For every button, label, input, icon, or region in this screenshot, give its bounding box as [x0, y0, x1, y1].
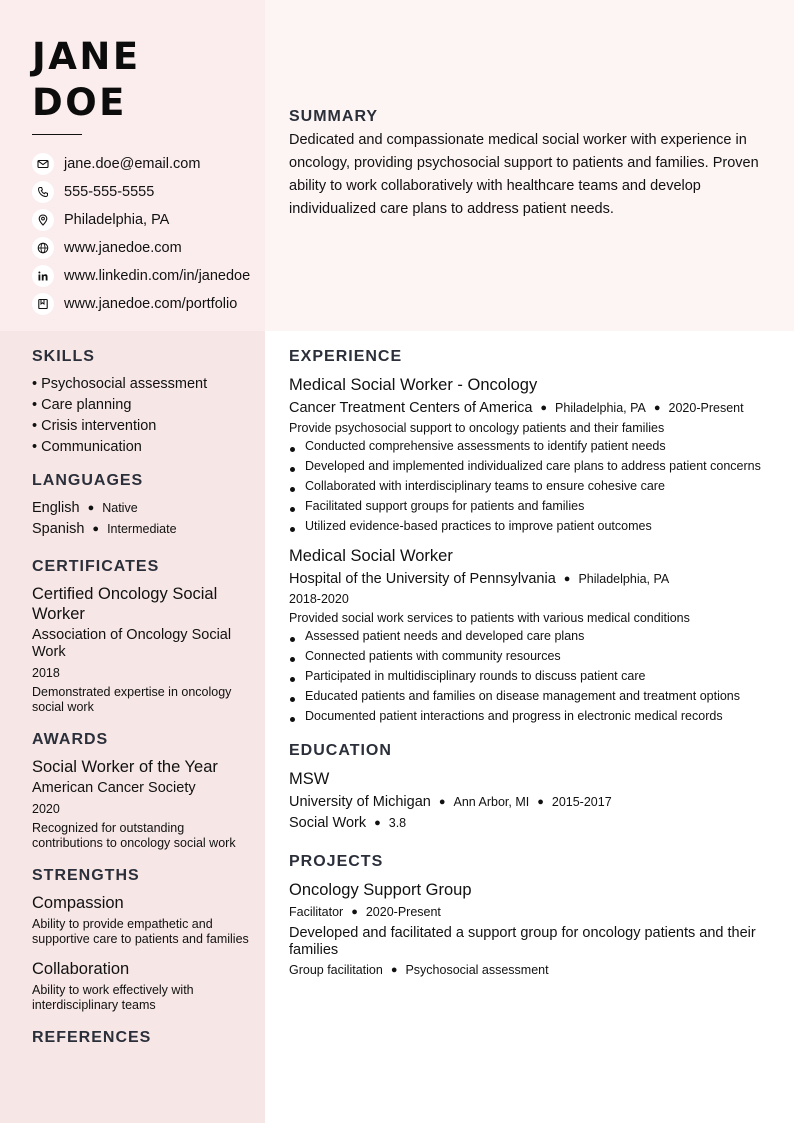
- phone-number[interactable]: 555-555-5555: [64, 184, 155, 200]
- job-location: Philadelphia, PA: [578, 572, 670, 586]
- job-dates: 2020-Present: [668, 401, 744, 415]
- job-bullet: Conducted comprehensive assessments to identify patient needs: [289, 439, 774, 454]
- skills-list: [32, 374, 254, 458]
- school-name: University of Michigan: [289, 794, 431, 810]
- job-summary: Provide psychosocial support to oncology patients and their families: [289, 421, 665, 435]
- separator-dot: ●: [438, 796, 446, 808]
- job-bullet: Documented patient interactions and progress in electronic medical records: [289, 709, 774, 724]
- job-bullet: Utilized evidence-based practices to improve patient outcomes: [289, 519, 774, 534]
- field-of-study: Social Work: [289, 815, 367, 831]
- certificate-year: 2018: [32, 666, 60, 680]
- strength-entry: [32, 893, 254, 947]
- right-sections: [289, 348, 774, 978]
- job-bullet: Participated in multidisciplinary rounds to discuss patient care: [289, 669, 774, 684]
- gpa-value: 3.8: [388, 816, 407, 830]
- award-year: 2020: [32, 802, 60, 816]
- languages-section: [32, 472, 254, 540]
- award-entry: [32, 757, 254, 851]
- linkedin-link[interactable]: www.linkedin.com/in/janedoe: [64, 268, 251, 284]
- awards-heading: AWARDS: [32, 731, 109, 748]
- contact-linkedin: [32, 262, 272, 290]
- separator-dot: ●: [351, 906, 358, 918]
- projects-section: [289, 853, 774, 978]
- school-location: Ann Arbor, MI: [453, 795, 530, 809]
- project-meta: [289, 905, 774, 920]
- map-pin-icon: [32, 209, 54, 231]
- education-dates: 2015-2017: [551, 795, 612, 809]
- project-skill: Group facilitation: [289, 963, 383, 977]
- strength-entry: [32, 959, 254, 1013]
- education-meta: [289, 794, 774, 811]
- skill-item: • Communication: [32, 439, 142, 455]
- contact-phone: [32, 178, 272, 206]
- summary-section: [289, 108, 774, 221]
- education-heading: EDUCATION: [289, 742, 392, 759]
- separator-dot: ●: [87, 502, 95, 514]
- name-divider: [32, 134, 82, 135]
- job-bullet: Connected patients with community resources: [289, 649, 774, 664]
- contact-location: [32, 206, 272, 234]
- left-sections: [32, 348, 254, 1047]
- globe-icon: [32, 237, 54, 259]
- skill-item: • Psychosocial assessment: [32, 376, 208, 392]
- education-section: [289, 742, 774, 832]
- contact-email: [32, 150, 272, 178]
- experience-section: [289, 348, 774, 724]
- project-skill: Psychosocial assessment: [405, 963, 549, 977]
- projects-heading: PROJECTS: [289, 853, 384, 870]
- experience-heading: EXPERIENCE: [289, 348, 403, 365]
- separator-dot: ●: [374, 817, 381, 829]
- separator-dot: ●: [537, 796, 544, 808]
- skills-heading: SKILLS: [32, 348, 95, 365]
- linkedin-icon: [32, 265, 54, 287]
- language-row: [32, 498, 254, 519]
- job-summary: Provided social work services to patients with various medical conditions: [289, 611, 690, 625]
- job-location: Philadelphia, PA: [555, 401, 646, 415]
- project-name: Oncology Support Group: [289, 881, 472, 899]
- phone-icon: [32, 181, 54, 203]
- skill-item: • Crisis intervention: [32, 418, 157, 434]
- last-name: DOE: [32, 81, 127, 124]
- project-role: Facilitator: [289, 905, 344, 919]
- website-link[interactable]: www.janedoe.com: [64, 240, 182, 256]
- certificate-name: Certified Oncology Social Worker: [32, 585, 218, 623]
- job-title: Medical Social Worker: [289, 547, 453, 565]
- language-level: Intermediate: [107, 522, 177, 536]
- language-level: Native: [102, 501, 138, 515]
- references-section: [32, 1029, 254, 1047]
- certificate-description: Demonstrated expertise in oncology social work: [32, 685, 232, 714]
- references-heading: REFERENCES: [32, 1029, 152, 1046]
- award-issuer: American Cancer Society: [32, 780, 196, 796]
- job-bullet: Educated patients and families on disease management and treatment options: [289, 689, 774, 704]
- job-entry: [289, 546, 774, 724]
- strengths-heading: STRENGTHS: [32, 867, 140, 884]
- language-name: Spanish: [32, 521, 85, 537]
- project-dates: 2020-Present: [365, 905, 441, 919]
- skills-section: [32, 348, 254, 458]
- project-skills: [289, 963, 774, 978]
- location-text: Philadelphia, PA: [64, 212, 170, 228]
- job-bullet: Developed and implemented individualized care plans to address patient concerns: [289, 459, 774, 474]
- awards-section: [32, 731, 254, 851]
- certificates-heading: CERTIFICATES: [32, 558, 160, 575]
- strength-description: Ability to work effectively with interdisciplinary teams: [32, 983, 194, 1012]
- strength-name: Collaboration: [32, 960, 130, 978]
- job-bullet: Assessed patient needs and developed care plans: [289, 629, 774, 644]
- languages-heading: LANGUAGES: [32, 472, 144, 489]
- job-employer: Cancer Treatment Centers of America: [289, 400, 533, 416]
- separator-dot: ●: [563, 573, 571, 585]
- language-row: [32, 519, 254, 540]
- job-meta: [289, 400, 774, 417]
- degree-name: MSW: [289, 770, 330, 788]
- certificates-section: [32, 558, 254, 715]
- separator-dot: ●: [390, 964, 398, 976]
- portfolio-link[interactable]: www.janedoe.com/portfolio: [64, 296, 238, 312]
- job-bullet: Facilitated support groups for patients and families: [289, 499, 774, 514]
- job-entry: [289, 375, 774, 534]
- certificate-entry: [32, 584, 254, 715]
- skill-item: • Care planning: [32, 397, 132, 413]
- job-title: Medical Social Worker - Oncology: [289, 376, 538, 394]
- envelope-icon: [32, 153, 54, 175]
- education-field-row: [289, 815, 774, 832]
- job-bullet: Collaborated with interdisciplinary teams to ensure cohesive care: [289, 479, 774, 494]
- strength-name: Compassion: [32, 894, 124, 912]
- job-meta: [289, 571, 774, 588]
- summary-text: Dedicated and compassionate medical social worker with experience in oncology, providing psychosocial support to patients and families. Proven ability to work collaboratively with healthcare teams and develop individualized care plans to address patient needs.: [289, 132, 759, 217]
- separator-dot: ●: [540, 402, 548, 414]
- award-name: Social Worker of the Year: [32, 758, 218, 776]
- candidate-name: [32, 34, 141, 126]
- job-dates: 2018-2020: [289, 592, 349, 606]
- separator-dot: ●: [653, 402, 661, 414]
- certificate-issuer: Association of Oncology Social Work: [32, 627, 232, 660]
- job-bullets: [289, 439, 774, 534]
- job-employer: Hospital of the University of Pennsylvania: [289, 571, 556, 587]
- separator-dot: ●: [92, 523, 100, 535]
- first-name: JANE: [32, 35, 141, 78]
- strength-description: Ability to provide empathetic and supportive care to patients and families: [32, 917, 249, 946]
- email-link[interactable]: jane.doe@email.com: [64, 156, 201, 172]
- contact-website: [32, 234, 272, 262]
- job-bullets: [289, 629, 774, 724]
- portfolio-icon: [32, 293, 54, 315]
- contact-portfolio: [32, 290, 272, 318]
- award-description: Recognized for outstanding contributions to oncology social work: [32, 821, 236, 850]
- strengths-section: [32, 867, 254, 1013]
- project-description: Developed and facilitated a support group for oncology patients and their families: [289, 925, 756, 958]
- contact-list: [32, 150, 272, 318]
- language-name: English: [32, 500, 80, 516]
- summary-heading: SUMMARY: [289, 108, 379, 125]
